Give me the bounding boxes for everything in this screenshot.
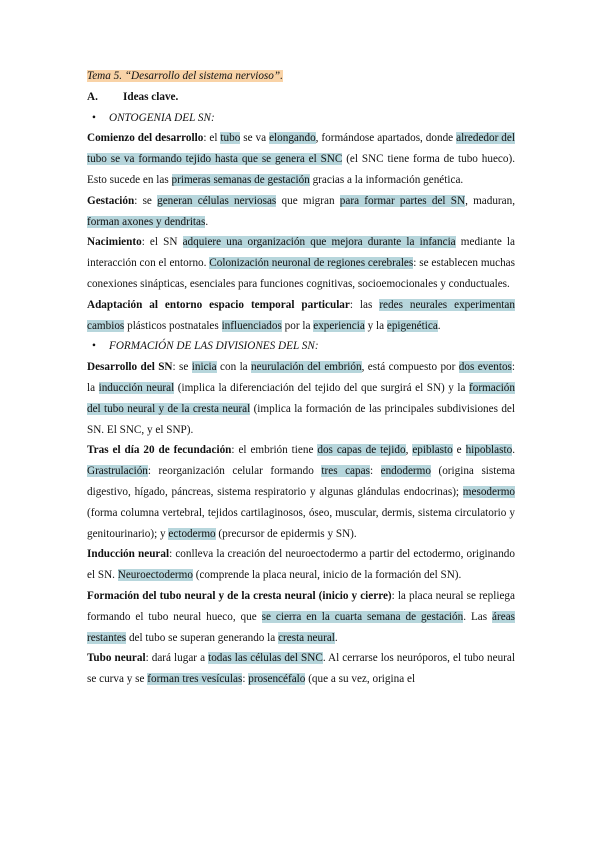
highlight: elongando: [269, 132, 316, 145]
highlight: redes neurales experimentan cambios: [87, 298, 515, 332]
highlight: formación del tubo neural y de la cresta neural: [87, 381, 515, 415]
text: : la placa neural se repliega formando el tubo neural hueco, que: [87, 589, 515, 623]
text: , formándose apartados, donde: [315, 132, 457, 145]
text: :: [242, 673, 249, 686]
text: ,: [405, 444, 413, 457]
text: (el SNC tiene forma de tubo hueco). Esto sucede en las: [87, 153, 515, 186]
highlight: generan células nerviosas: [157, 194, 277, 207]
text: : conlleva la creación del neuroectodermo a partir del ectodermo, originando el SN.: [87, 548, 515, 582]
paragraph-comienzo: [87, 128, 515, 190]
text: : el embrión tiene: [231, 444, 318, 457]
bullet-label: ONTOGENIA DEL SN:: [109, 111, 215, 124]
text: (implica la formación de las principales subdivisiones del SN. El SNC, y el SNP).: [87, 402, 515, 436]
highlight: Neuroectodermo: [117, 569, 193, 582]
term: Inducción neural: [87, 548, 170, 561]
paragraph-tubo-neural: [87, 648, 515, 690]
title-line: [87, 66, 515, 87]
text: : la: [87, 361, 516, 394]
text: (implica la diferenciación del tejido del que surgirá el SN) y la: [174, 381, 470, 394]
term: Gestación: [87, 194, 135, 207]
section-label: Ideas clave.: [123, 90, 179, 103]
term: Adaptación al entorno espacio temporal particular: [87, 298, 350, 311]
highlight: tubo: [220, 132, 241, 145]
highlight: primeras semanas de gestación: [171, 173, 310, 186]
text: por la: [281, 319, 314, 332]
text: que migran: [276, 194, 340, 207]
term: Formación del tubo neural y de la cresta neural (inicio y cierre): [87, 589, 392, 602]
highlight: mesodermo: [462, 485, 515, 498]
highlight: cresta neural: [278, 631, 335, 644]
text: , está compuesto por: [361, 361, 459, 374]
text: (origina sistema digestivo, hígado, páncreas, sistema respiratorio y algunas glándulas endocrinas);: [87, 465, 516, 498]
text: , maduran,: [465, 194, 516, 207]
bullet-formacion: [87, 336, 515, 357]
text: .: [334, 631, 338, 644]
text: . Al cerrarse los neuróporos, el tubo neural se curva y se: [87, 652, 515, 686]
term: Comienzo del desarrollo: [87, 132, 204, 145]
text: plásticos postnatales: [124, 319, 222, 332]
highlight: influenciados: [221, 319, 282, 332]
bullet-icon: •: [92, 340, 96, 353]
highlight: dos eventos: [458, 361, 512, 374]
highlight: tres capas: [321, 465, 370, 478]
text: se va: [240, 132, 270, 145]
bullet-label: FORMACIÓN DE LAS DIVISIONES DEL SN:: [109, 340, 319, 353]
highlight: prosencéfalo: [248, 673, 306, 686]
highlight: forman axones y dendritas: [87, 215, 206, 228]
text: mediante la interacción con el entorno.: [87, 236, 516, 270]
paragraph-induccion: [87, 544, 515, 586]
text: : el SN: [141, 236, 183, 249]
paragraph-nacimiento: [87, 232, 515, 294]
highlight: todas las células del SNC: [208, 652, 323, 665]
text: : reorganización celular formando: [147, 465, 322, 478]
highlight: adquiere una organización que mejora durante la infancia: [182, 236, 456, 249]
text: .: [437, 319, 441, 332]
text: : las: [349, 298, 380, 311]
bullet-ontogenia: [87, 108, 515, 129]
text: del tubo se superan generando la: [126, 631, 279, 644]
highlight: dos capas de tejido: [317, 444, 406, 457]
text: e: [452, 444, 466, 457]
text: : dará lugar a: [145, 652, 209, 665]
text: : se: [172, 361, 192, 374]
highlight: epiblasto: [412, 444, 453, 457]
highlight: inducción neural: [98, 381, 175, 394]
highlight: ectodermo: [168, 527, 216, 540]
text: : se establecen muchas conexiones sinápticas, esenciales para funciones cognitivas, socioemocionales y conductuales.: [87, 257, 515, 290]
text: con la: [216, 361, 252, 374]
paragraph-adaptacion: [87, 295, 515, 337]
bullet-icon: •: [92, 111, 96, 124]
text: :: [369, 465, 381, 478]
highlight: inicia: [191, 361, 217, 374]
term: Desarrollo del SN: [87, 361, 173, 374]
highlight: se cierra en la cuarta semana de gestación: [261, 610, 464, 623]
term: Tubo neural: [87, 652, 146, 665]
highlight: Colonización neuronal de regiones cerebrales: [209, 257, 414, 270]
highlight: áreas restantes: [87, 610, 516, 644]
section-letter: A.: [87, 90, 98, 103]
highlight: neurulación del embrión: [251, 361, 362, 374]
text: gracias a la información genética.: [309, 173, 464, 186]
highlight: alrededor del tubo se va formando tejido hasta que se genera el SNC: [87, 132, 515, 166]
text: .: [512, 444, 515, 457]
text: (que a su vez, origina el: [305, 673, 416, 686]
highlight: Grastrulación: [87, 465, 148, 478]
document-title: Tema 5. “Desarrollo del sistema nervioso”.: [87, 70, 283, 82]
document-body: [87, 66, 515, 690]
section-heading: [87, 87, 515, 108]
text: y la: [364, 319, 387, 332]
text: : se: [134, 194, 158, 207]
text: (comprende la placa neural, inicio de la formación del SN).: [192, 569, 462, 582]
paragraph-desarrollo: [87, 357, 515, 440]
highlight: experiencia: [313, 319, 365, 332]
text: .: [205, 215, 209, 228]
highlight: para formar partes del SN: [339, 194, 466, 207]
highlight: forman tres vesículas: [147, 673, 243, 686]
term: Tras el día 20 de fecundación: [87, 444, 232, 457]
text: : el: [203, 132, 221, 145]
highlight: endodermo: [380, 465, 431, 478]
paragraph-formacion-tubo: [87, 586, 515, 648]
highlight: epigenética: [386, 319, 438, 332]
text: (precursor de epidermis y SN).: [215, 527, 357, 540]
paragraph-gestacion: [87, 191, 515, 233]
paragraph-dia20: [87, 440, 515, 544]
text: . Las: [463, 610, 493, 623]
highlight: hipoblasto: [465, 444, 513, 457]
text: (forma columna vertebral, tejidos cartilaginosos, óseo, muscular, dermis, sistema circulatorio y genitourinario); y: [87, 506, 515, 540]
term: Nacimiento: [87, 236, 142, 249]
